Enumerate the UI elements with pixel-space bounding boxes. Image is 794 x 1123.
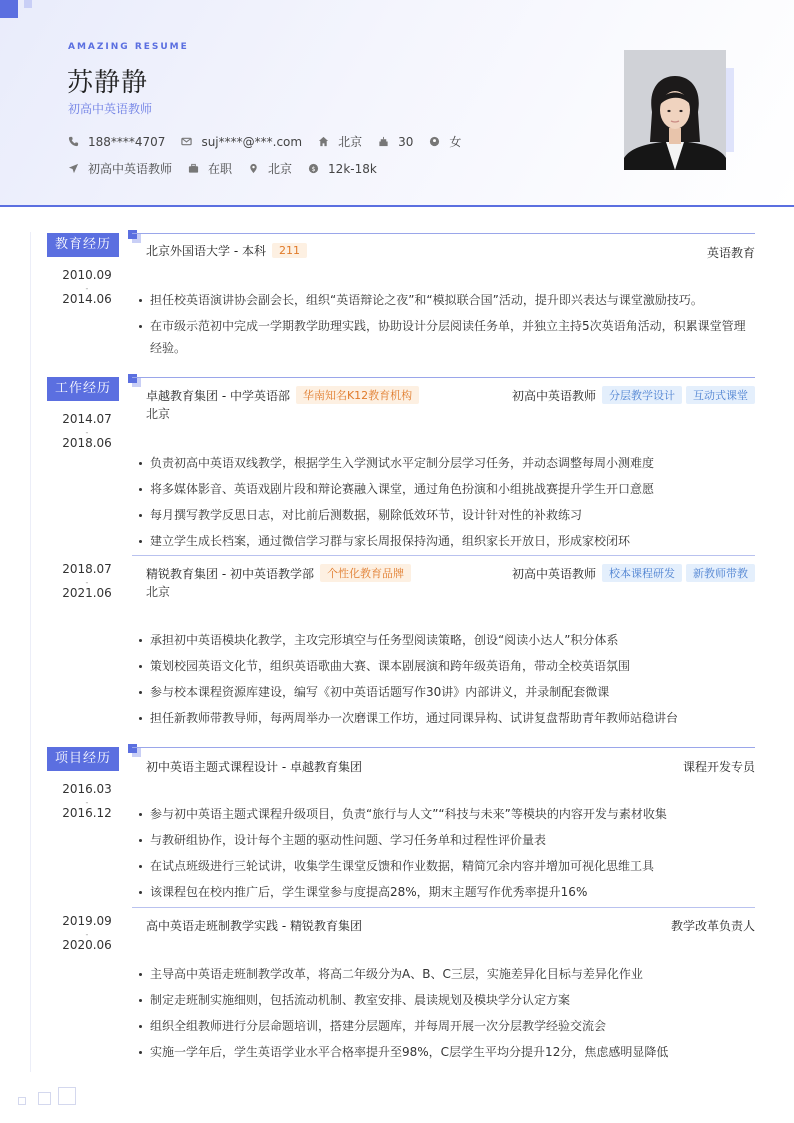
work2-role — [512, 564, 755, 582]
proj1-name: 初中英语主题式课程设计 - 卓越教育集团 — [146, 760, 362, 774]
skill-tag: 互动式课堂 — [686, 386, 755, 404]
hometown: 北京 — [338, 135, 363, 149]
expected-salary: 12k-18k — [328, 161, 377, 176]
header-divider — [0, 205, 794, 207]
section-divider — [132, 377, 755, 378]
email-address: suj****@***.com — [201, 134, 303, 149]
briefcase-icon — [188, 163, 199, 174]
list-item: 制定走班制实施细则，包括流动机制、教室安排、晨读规划及模块学分认定方案 — [138, 989, 754, 1011]
edu-major: 英语教育 — [706, 246, 755, 260]
proj2-end-date: 2020.06 — [62, 938, 112, 952]
edu-school — [146, 242, 307, 259]
email-info — [181, 135, 302, 149]
section-marker — [128, 374, 137, 383]
proj2-bullets — [138, 963, 754, 1067]
list-item: 每月撰写教学反思日志，对比前后测数据，剔除低效环节，设计针对性的补救练习 — [138, 504, 754, 526]
list-item: 实施一学年后，学生英语学业水平合格率提升至98%，C层学生平均分提升12分，焦虑感明显降低 — [138, 1041, 754, 1063]
corner-decoration-small — [24, 0, 32, 8]
portrait-illustration — [624, 50, 726, 170]
work2-company — [146, 564, 411, 582]
work2-city: 北京 — [146, 585, 171, 599]
home-icon — [318, 136, 329, 147]
work1-start-date: 2014.07 — [62, 412, 112, 426]
gender-icon — [429, 136, 440, 147]
work1-role — [512, 386, 755, 404]
proj2-start-date: 2019.09 — [62, 914, 112, 928]
profile-photo — [624, 50, 726, 170]
company-name: 精锐教育集团 - 初中英语教学部 — [146, 566, 314, 581]
employment-status: 在职 — [208, 162, 233, 176]
date-dash: - — [85, 798, 89, 807]
proj2-role: 教学改革负责人 — [670, 919, 755, 933]
date-dash: - — [85, 930, 89, 939]
list-item: 参与校本课程资源库建设，编写《初中英语话题写作30讲》内部讲义，并录制配套微课 — [138, 681, 754, 703]
school-name: 北京外国语大学 - 本科 — [146, 244, 266, 258]
list-item: 与教研组协作，设计每个主题的驱动性问题、学习任务单和过程性评价量表 — [138, 829, 754, 851]
work1-company — [146, 386, 419, 404]
section-heading-projects: 项目经历 — [47, 747, 119, 771]
list-item: 负责初高中英语双线教学，根据学生入学测试水平定制分层学习任务，并动态调整每周小测难度 — [138, 452, 754, 474]
left-guide-line — [30, 232, 31, 1072]
target-position-info — [68, 160, 172, 177]
date-dash: - — [85, 428, 89, 437]
resume-tagline: AMAZING RESUME — [68, 42, 189, 52]
list-item: 在试点班级进行三轮试讲，收集学生课堂反馈和作业数据，精简冗余内容并增加可视化思维工具 — [138, 855, 754, 877]
work1-city: 北京 — [146, 407, 171, 421]
work2-end-date: 2021.06 — [62, 586, 112, 600]
list-item: 担任校英语演讲协会副会长，组织“英语辩论之夜”和“模拟联合国”活动，提升即兴表达与课堂激励技巧。 — [138, 289, 754, 311]
section-heading-education: 教育经历 — [47, 233, 119, 257]
phone-icon — [68, 136, 79, 147]
candidate-name: 苏静静 — [67, 68, 149, 98]
entry-divider — [132, 555, 755, 556]
skill-tag: 新教师带教 — [686, 564, 755, 582]
skill-tag: 分层教学设计 — [602, 386, 682, 404]
hometown-info — [318, 133, 362, 150]
proj1-end-date: 2016.12 — [62, 806, 112, 820]
gender: 女 — [449, 135, 462, 149]
edu-bullets — [138, 289, 754, 363]
corner-decoration — [0, 0, 18, 18]
work1-bullets — [138, 452, 754, 556]
date-dash: - — [85, 284, 89, 293]
list-item: 组织全组教师进行分层命题培训，搭建分层题库，并每周开展一次分层教学经验交流会 — [138, 1015, 754, 1037]
section-divider — [132, 233, 755, 234]
list-item: 主导高中英语走班制教学改革，将高二年级分为A、B、C三层，实施差异化目标与差异化作业 — [138, 963, 754, 985]
role-name: 初高中英语教师 — [511, 388, 596, 403]
cake-icon — [378, 136, 389, 147]
footer-decoration — [38, 1092, 51, 1105]
footer-decoration — [18, 1097, 26, 1105]
list-item: 策划校园英语文化节，组织英语歌曲大赛、课本剧展演和跨年级英语角，带动全校英语氛围 — [138, 655, 754, 677]
company-tag: 个性化教育品牌 — [320, 564, 411, 582]
proj1-bullets — [138, 803, 754, 907]
section-marker — [128, 744, 137, 753]
target-city: 北京 — [268, 162, 293, 176]
send-icon — [68, 163, 79, 174]
list-item: 该课程包在校内推广后，学生课堂参与度提高28%，期末主题写作优秀率提升16% — [138, 881, 754, 903]
company-name: 卓越教育集团 - 中学英语部 — [146, 388, 290, 403]
date-dash: - — [85, 578, 89, 587]
list-item: 建立学生成长档案，通过微信学习群与家长周报保持沟通，组织家长开放日，形成家校闭环 — [138, 530, 754, 552]
status-info — [188, 160, 232, 177]
job-intent-row — [68, 160, 393, 177]
age: 30 — [398, 134, 414, 149]
phone-number: 188****4707 — [88, 134, 166, 149]
contact-row — [68, 133, 477, 150]
proj1-start-date: 2016.03 — [62, 782, 112, 796]
list-item: 参与初中英语主题式课程升级项目，负责“旅行与人文”“科技与未来”等模块的内容开发与素材收集 — [138, 803, 754, 825]
target-city-info — [248, 160, 292, 177]
svg-text:$: $ — [311, 164, 316, 173]
money-icon — [308, 163, 319, 174]
age-info — [378, 135, 413, 149]
company-tag: 华南知名K12教育机构 — [296, 386, 419, 404]
work2-start-date: 2018.07 — [62, 562, 112, 576]
list-item: 担任新教师带教导师，每两周举办一次磨课工作坊，通过同课异构、试讲复盘帮助青年教师站稳讲台 — [138, 707, 754, 729]
school-tag: 211 — [272, 243, 307, 258]
gender-info — [429, 133, 461, 150]
list-item: 承担初中英语模块化教学，主攻完形填空与任务型阅读策略，创设“阅读小达人”积分体系 — [138, 629, 754, 651]
work1-end-date: 2018.06 — [62, 436, 112, 450]
target-position: 初高中英语教师 — [88, 162, 173, 176]
location-pin-icon — [248, 163, 259, 174]
entry-divider — [132, 907, 755, 908]
section-heading-work: 工作经历 — [47, 377, 119, 401]
phone-info — [68, 135, 165, 149]
section-marker — [128, 230, 137, 239]
section-divider — [132, 747, 755, 748]
work2-bullets — [138, 629, 754, 733]
salary-info — [308, 162, 377, 176]
email-icon — [181, 136, 192, 147]
skill-tag: 校本课程研发 — [602, 564, 682, 582]
list-item: 将多媒体影音、英语戏剧片段和辩论赛融入课堂，通过角色扮演和小组挑战赛提升学生开口意愿 — [138, 478, 754, 500]
footer-decoration — [58, 1087, 76, 1105]
candidate-title: 初高中英语教师 — [68, 102, 153, 116]
proj1-role: 课程开发专员 — [682, 760, 755, 774]
proj2-name: 高中英语走班制教学实践 - 精锐教育集团 — [146, 919, 362, 933]
role-name: 初高中英语教师 — [511, 566, 596, 581]
edu-start-date: 2010.09 — [62, 268, 112, 282]
edu-end-date: 2014.06 — [62, 292, 112, 306]
list-item: 在市级示范初中完成一学期教学助理实践，协助设计分层阅读任务单，并独立主持5次英语角活动，积累课堂管理经验。 — [138, 315, 754, 359]
